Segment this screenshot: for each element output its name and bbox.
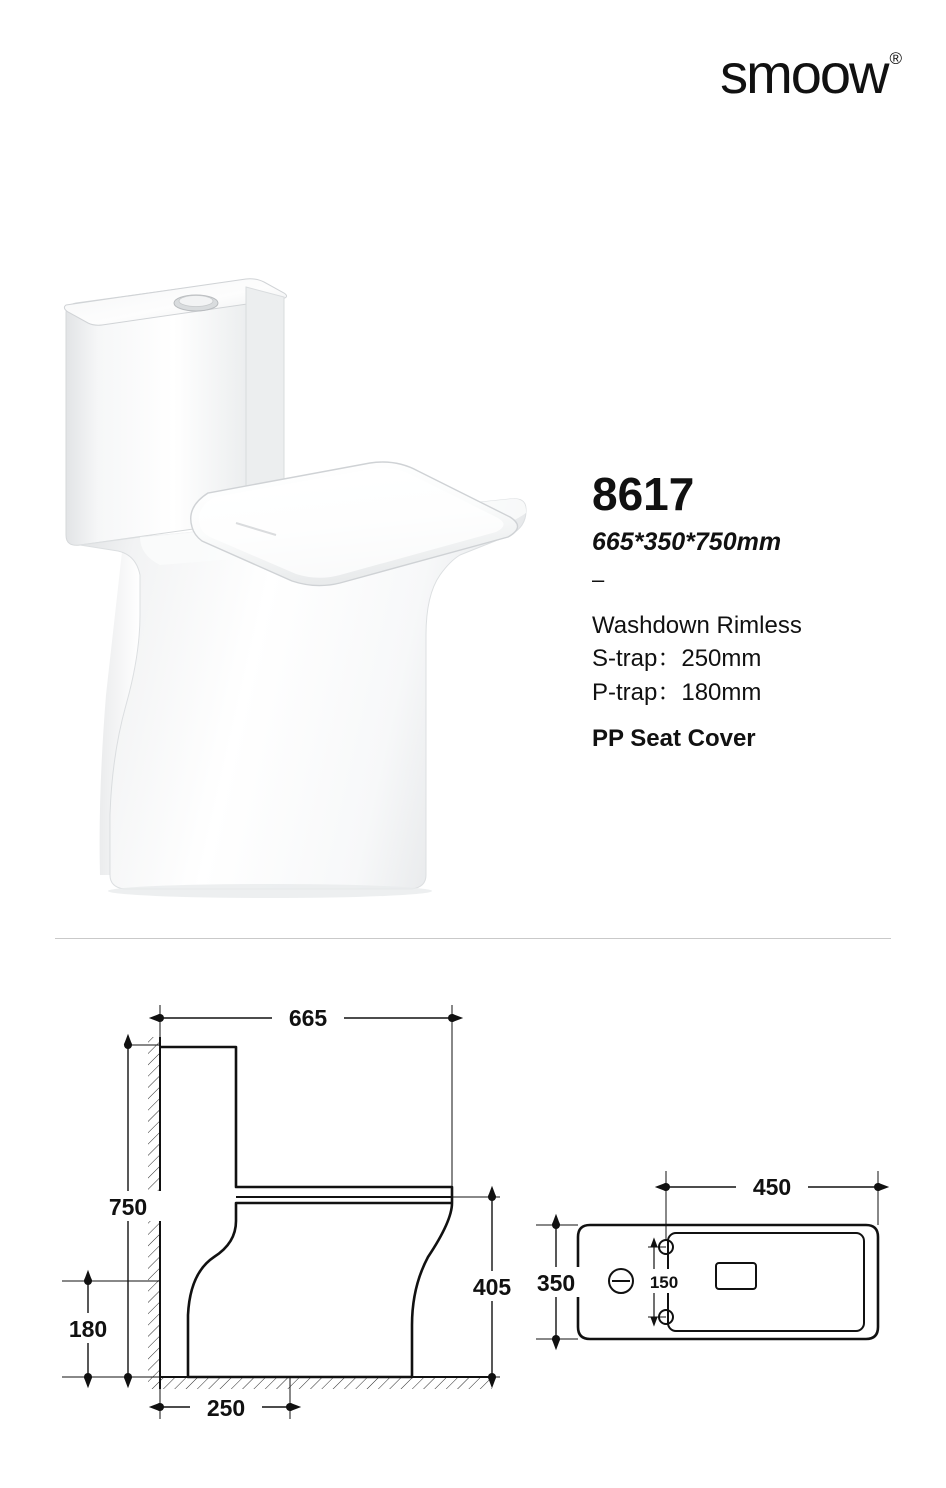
product-model: 8617 xyxy=(592,468,695,520)
product-spec-block xyxy=(592,470,922,753)
spec-separator: – xyxy=(592,567,605,593)
dim-150: 150 xyxy=(649,1273,679,1292)
section-divider xyxy=(55,938,891,939)
s-trap-spec: S-trap：250mm xyxy=(592,645,762,673)
product-dimensions: 665*350*750mm xyxy=(592,528,782,557)
side-elevation-drawing xyxy=(54,1003,526,1423)
product-photo xyxy=(40,235,560,915)
dim-450: 450 xyxy=(752,1174,792,1200)
p-trap-spec: P-trap：180mm xyxy=(592,678,762,706)
dim-350: 350 xyxy=(536,1270,576,1296)
dim-405: 405 xyxy=(472,1274,512,1300)
dim-665: 665 xyxy=(288,1005,328,1031)
dim-180: 180 xyxy=(68,1316,108,1342)
plan-view-drawing xyxy=(522,1171,882,1343)
seat-cover-spec: PP Seat Cover xyxy=(592,724,756,752)
brand-logo xyxy=(720,42,902,105)
dim-250: 250 xyxy=(206,1395,246,1421)
dim-750: 750 xyxy=(108,1194,148,1220)
registered-mark-icon: ® xyxy=(889,49,902,68)
brand-name: smoow xyxy=(720,42,888,105)
technical-drawings xyxy=(0,975,946,1475)
flush-type: Washdown Rimless xyxy=(592,612,802,640)
